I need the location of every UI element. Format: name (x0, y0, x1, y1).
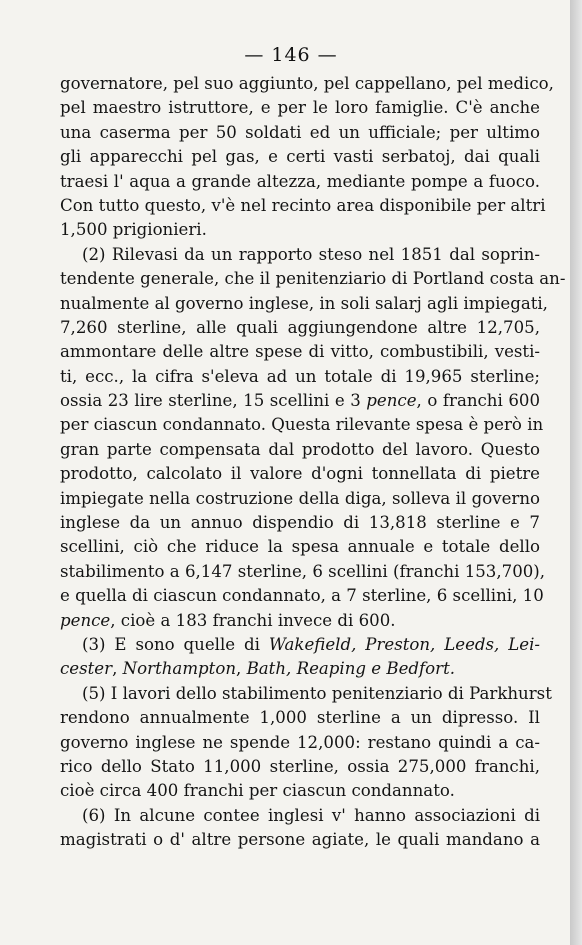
text-line: tendente generale, che il penitenziario di Portland costa an- (60, 269, 566, 289)
text-line: rico dello Stato 11,000 sterline, ossia 275,000 franchi, (60, 756, 540, 776)
text-line: ammontare delle altre spese di vitto, combustibili, vesti- (60, 342, 540, 362)
text-line: rendono annualmente 1,000 sterline a un dipresso. Il (60, 708, 540, 728)
text-line: (3) E sono quelle di Wakefield, Preston, Leeds, Lei- (82, 634, 540, 654)
text-line: 1,500 prigionieri. (60, 220, 207, 240)
text-line: e quella di ciascun condannato, a 7 sterline, 6 scellini, 10 (60, 586, 544, 606)
text-line: pel maestro istruttore, e per le loro famiglie. C'è anche (60, 98, 540, 118)
text-line: per ciascun condannato. Questa rilevante spesa è però in (60, 415, 544, 435)
text-line: cester, Northampton, Bath, Reaping e Bedfort. (60, 659, 456, 679)
text-line: inglese da un annuo dispendio di 13,818 sterline e 7 (60, 513, 540, 533)
text-line: gli apparecchi pel gas, e certi vasti serbatoj, dai quali (60, 147, 540, 167)
page-edge (570, 0, 582, 945)
text-line: governo inglese ne spende 12,000: restano quindi a ca- (60, 732, 540, 752)
text-line: impiegate nella costruzione della diga, solleva il governo (60, 488, 540, 508)
text-line: Con tutto questo, v'è nel recinto area disponibile per altri (60, 195, 546, 215)
text-line: gran parte compensata dal prodotto del lavoro. Questo (60, 439, 540, 459)
text-line: governatore, pel suo aggiunto, pel cappellano, pel medico, (60, 74, 554, 93)
text-line: pence, cioè a 183 franchi invece di 600. (60, 610, 396, 630)
text-line: (5) I lavori dello stabilimento penitenziario di Parkhurst (82, 683, 552, 703)
page-number: — 146 — (244, 44, 338, 66)
text-line: 7,260 sterline, alle quali aggiungendone altre 12,705, (60, 317, 540, 337)
text-line: prodotto, calcolato il valore d'ogni tonnellata di pietre (60, 464, 540, 484)
footnotes-text (60, 72, 566, 853)
text-line: ti, ecc., la cifra s'eleva ad un totale di 19,965 sterline; (60, 366, 540, 386)
text-line: magistrati o d' altre persone agiate, le quali mandano a (60, 830, 540, 850)
text-line: una caserma per 50 soldati ed un ufficiale; per ultimo (60, 122, 540, 142)
text-line: stabilimento a 6,147 sterline, 6 scellini (franchi 153,700), (60, 561, 546, 581)
text-line: ossia 23 lire sterline, 15 scellini e 3 pence, o franchi 600 (60, 391, 541, 411)
text-line: scellini, ciò che riduce la spesa annuale e totale dello (60, 537, 540, 557)
text-line: nualmente al governo inglese, in soli salarj agli impiegati, (60, 293, 548, 313)
text-line: traesi l' aqua a grande altezza, mediante pompe a fuoco. (60, 171, 540, 191)
text-line: (2) Rilevasi da un rapporto steso nel 1851 dal soprin- (82, 244, 540, 264)
text-line: cioè circa 400 franchi per ciascun condannato. (60, 781, 455, 801)
text-line: (6) In alcune contee inglesi v' hanno associazioni di (82, 805, 540, 825)
